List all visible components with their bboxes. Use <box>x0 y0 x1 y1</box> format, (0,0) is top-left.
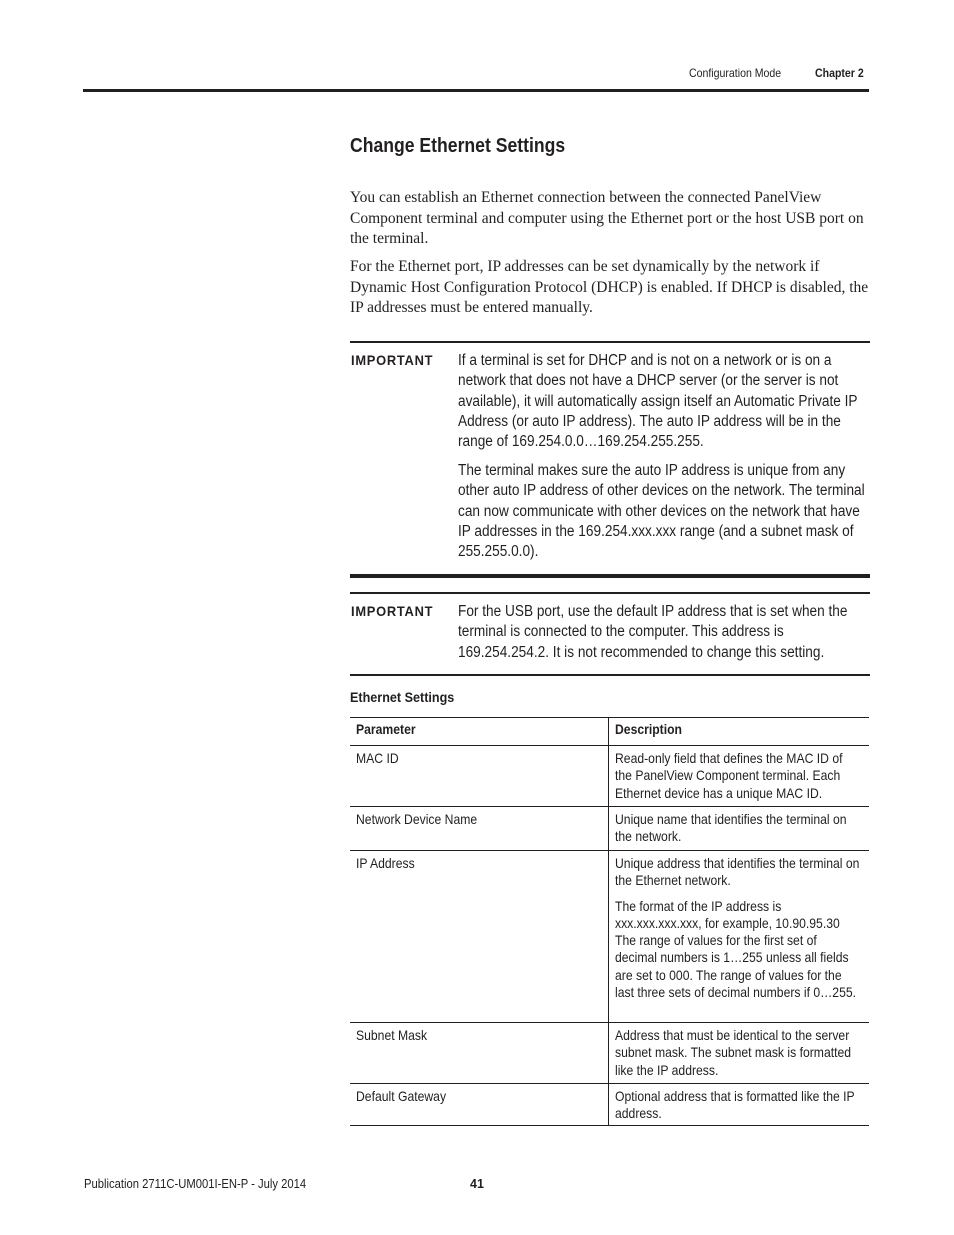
description-cell: Unique address that identifies the terminal on the Ethernet network. The format of the IP address is xxx.xxx.xxx.xxx, for example, 10.90.95.30 The range of values for the first set of decimal numbers is 1…255 unless all fields are set to 000. The range of values for the last three sets of decimal numbers if 0…255. <box>615 855 860 1001</box>
parameter-cell: MAC ID <box>350 746 609 806</box>
parameter-cell: IP Address <box>350 851 609 1022</box>
parameter-cell: Subnet Mask <box>350 1023 609 1083</box>
table-header-cell: Parameter <box>350 718 609 745</box>
table-row <box>350 806 869 850</box>
table-header-row <box>350 718 869 745</box>
table-header-cell: Description <box>615 721 683 737</box>
description-cell: Read-only field that defines the MAC ID of the PanelView Component terminal. Each Ethernet device has a unique MAC ID. <box>615 750 843 801</box>
table-caption: Ethernet Settings <box>350 689 455 705</box>
section-title: Change Ethernet Settings <box>350 135 566 157</box>
table-row <box>350 745 869 806</box>
body-paragraph: You can establish an Ethernet connection between the connected PanelView Component terminal and computer using the Ethernet port or the host USB port on the terminal. <box>350 189 864 247</box>
page-number: 41 <box>470 1177 484 1191</box>
important-text: For the USB port, use the default IP address that is set when the terminal is connected to the computer. This address is 169.254.254.2. It is not recommended to change this setting. <box>458 603 848 661</box>
parameter-cell: Default Gateway <box>350 1084 609 1125</box>
running-header-chapter: Chapter 2 <box>815 66 864 80</box>
table-row <box>350 1022 869 1083</box>
important-top-rule <box>350 341 870 343</box>
ethernet-settings-table <box>350 717 869 1126</box>
footer-publication: Publication 2711C-UM001I-EN-P - July 2014 <box>84 1177 307 1191</box>
important-label: IMPORTANT <box>351 352 434 368</box>
important-label: IMPORTANT <box>351 603 434 619</box>
description-cell: Unique name that identifies the terminal on the network. <box>615 811 847 845</box>
important-text: If a terminal is set for DHCP and is not on a network or is on a network that does not have a DHCP server (or the server is not available), it will automatically assign itself an Automatic Private IP Address (or auto IP address). The auto IP address will be in the range of 169.254.0.0…169.254.255.255. <box>458 352 858 451</box>
body-paragraph: For the Ethernet port, IP addresses can be set dynamically by the network if Dynamic Host Configuration Protocol (DHCP) is enabled. If DHCP is disabled, the IP addresses must be entered manually. <box>350 258 869 316</box>
parameter-cell: Network Device Name <box>350 807 609 850</box>
table-row <box>350 850 869 1022</box>
important-text: The terminal makes sure the auto IP address is unique from any other auto IP address of other devices on the network. The terminal can now communicate with other devices on the network that have IP addresses in the 169.254.xxx.xxx range (and a subnet mask of 255.255.0.0). <box>458 462 865 561</box>
description-cell: Optional address that is formatted like the IP address. <box>615 1088 855 1122</box>
table-row <box>350 1083 869 1125</box>
header-rule <box>83 89 869 92</box>
important-top-rule <box>350 592 870 594</box>
description-cell: Address that must be identical to the server subnet mask. The subnet mask is formatted like the IP address. <box>615 1027 852 1078</box>
running-header-section: Configuration Mode <box>689 66 782 80</box>
important-bottom-rule <box>350 574 870 578</box>
important-bottom-rule <box>350 674 870 676</box>
